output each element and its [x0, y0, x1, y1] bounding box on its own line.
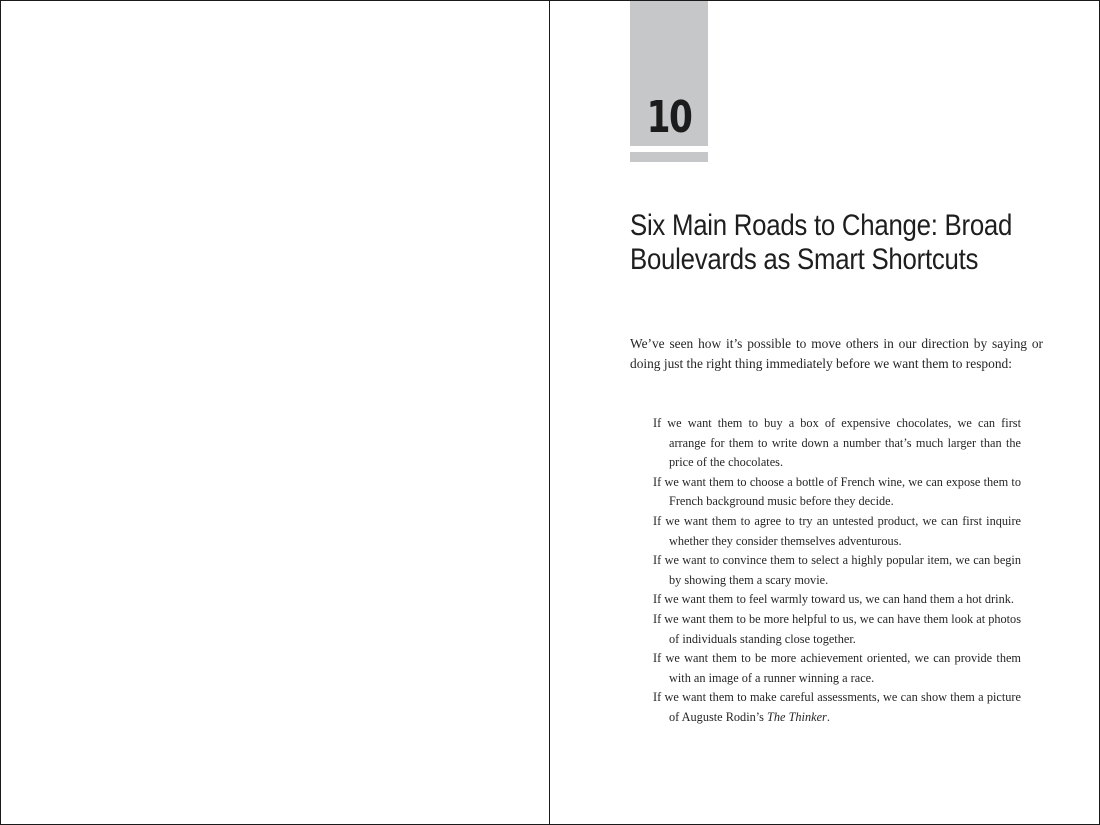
artwork-title: The Thinker [767, 709, 827, 724]
chapter-rule [630, 152, 708, 162]
chapter-title-line-1: Six Main Roads to Change: Broad [630, 209, 1013, 242]
examples-list [653, 414, 1021, 728]
example-item: If we want to convince them to select a highly popular item, we can begin by showing them a scary movie. [653, 553, 1021, 587]
intro-paragraph: We’ve seen how it’s possible to move others in our direction by saying or doing just the right thing immediately before we want them to respond: [630, 336, 1043, 371]
chapter-number: 10 [646, 92, 692, 143]
chapter-title-line-2: Boulevards as Smart Shortcuts [630, 243, 979, 276]
example-item: If we want them to buy a box of expensive chocolates, we can first arrange for them to write down a number that’s much larger than the price of the chocolates. [653, 416, 1021, 470]
example-item-last [653, 688, 1021, 727]
example-item: If we want them to feel warmly toward us, we can hand them a hot drink. [653, 592, 1014, 607]
example-text: If we want them to make careful assessments, we can show them a picture of Auguste Rodin’s [653, 690, 1021, 724]
chapter-title [630, 209, 1013, 277]
example-item: If we want them to choose a bottle of French wine, we can expose them to French background music before they decide. [653, 474, 1021, 509]
example-item: If we want them to be more achievement oriented, we can provide them with an image of a runner winning a race. [653, 651, 1021, 685]
right-page [550, 0, 1100, 825]
chapter-number-tab [630, 1, 708, 146]
example-item: If we want them to agree to try an untested product, we can first inquire whether they consider themselves adventurous. [653, 513, 1021, 548]
example-text-end: . [826, 709, 830, 724]
example-item: If we want them to be more helpful to us, we can have them look at photos of individuals standing close together. [653, 611, 1021, 646]
